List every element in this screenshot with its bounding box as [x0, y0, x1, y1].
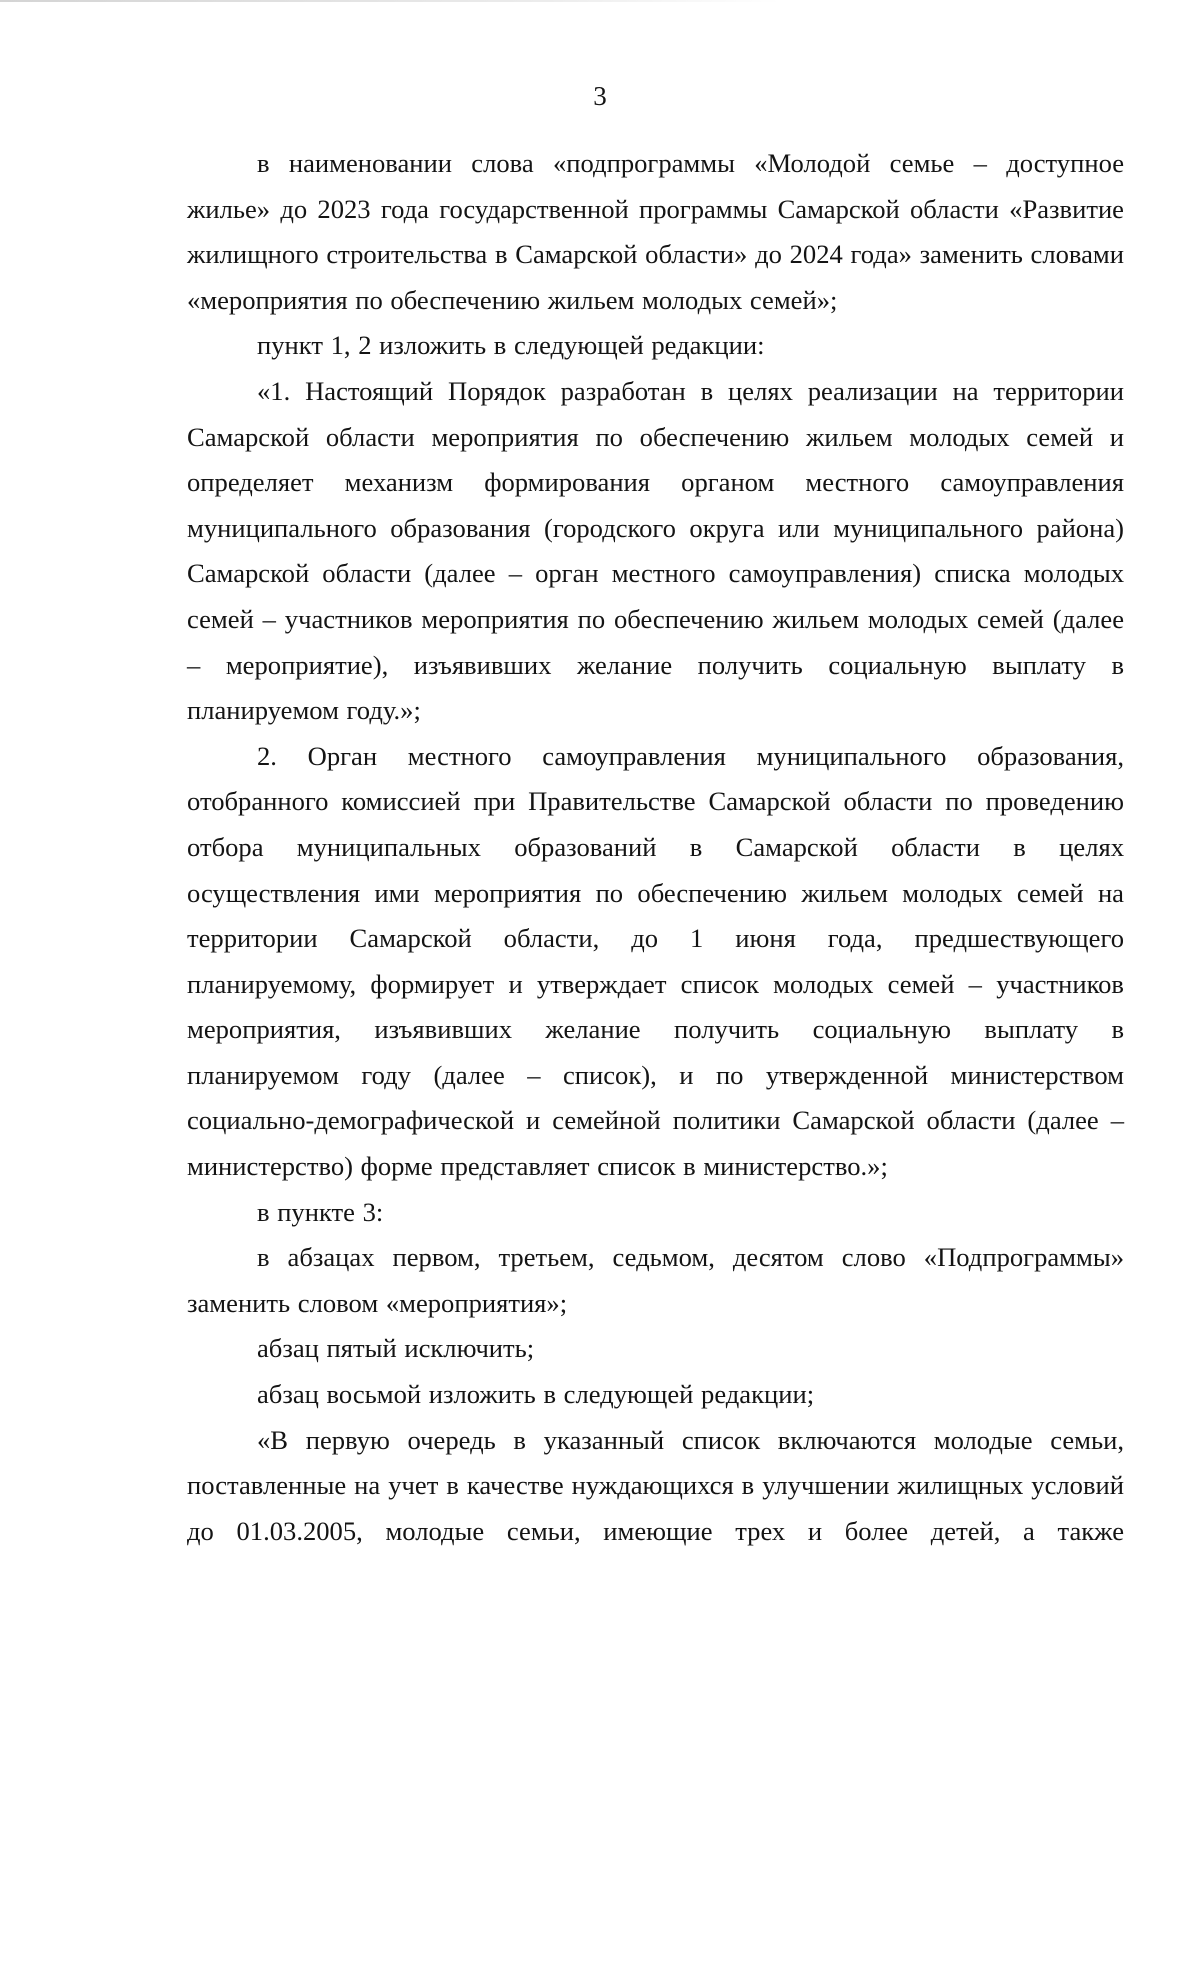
document-body [187, 141, 1124, 1554]
paragraph-point-3-intro: в пункте 3: [257, 1196, 384, 1227]
paragraph-points-1-2-intro: пункт 1, 2 изложить в следующей редакции: [257, 330, 765, 361]
paragraph-point-2-text: 2. Орган местного самоуправления муниципального образования, отобранного комиссией при Правительстве Самарской области по проведению отбора муниципальных образований в Самарской области в целях осуществления ими мероприятия по обеспечению жильем молодых семей на территории Самарской области, до 1 июня года, предшествующего планируемому, формирует и утверждает список молодых семей – участников мероприятия, изъявивших желание получить социальную выплату в планируемом году (далее – список), и по утвержденной министерством социально-демографической и семейной политики Самарской области (далее – министерство) форме представляет список в министерство.»; [187, 740, 1124, 1182]
paragraph-eighth-text: «В первую очередь в указанный список включаются молодые семьи, поставленные на учет в качестве нуждающихся в улучшении жилищных условий до 01.03.2005, молодые семьи, имеющие трех и более детей, а также [187, 1424, 1124, 1546]
paragraph-exclude-fifth: абзац пятый исключить; [257, 1333, 535, 1364]
page-number: 3 [593, 81, 607, 111]
paragraph-naming-amendment: в наименовании слова «подпрограммы «Молодой семье – доступное жилье» до 2023 года государственной программы Самарской области «Развитие жилищного строительства в Самарской области» до 2024 года» заменить словами «мероприятия по обеспечению жильем молодых семей»; [187, 148, 1124, 315]
paragraph-word-replacement: в абзацах первом, третьем, седьмом, десятом слово «Подпрограммы» заменить словом «мероприятия»; [187, 1242, 1124, 1318]
scan-edge-line [0, 0, 780, 2]
paragraph-eighth-intro: абзац восьмой изложить в следующей редакции; [257, 1379, 815, 1410]
paragraph-point-1-text: «1. Настоящий Порядок разработан в целях реализации на территории Самарской области мероприятия по обеспечению жильем молодых семей и определяет механизм формирования органом местного самоуправления муниципального образования (городского округа или муниципального района) Самарской области (далее – орган местного самоуправления) списка молодых семей – участников мероприятия по обеспечению жильем молодых семей (далее – мероприятие), изъявивших желание получить социальную выплату в планируемом году.»; [187, 375, 1124, 726]
